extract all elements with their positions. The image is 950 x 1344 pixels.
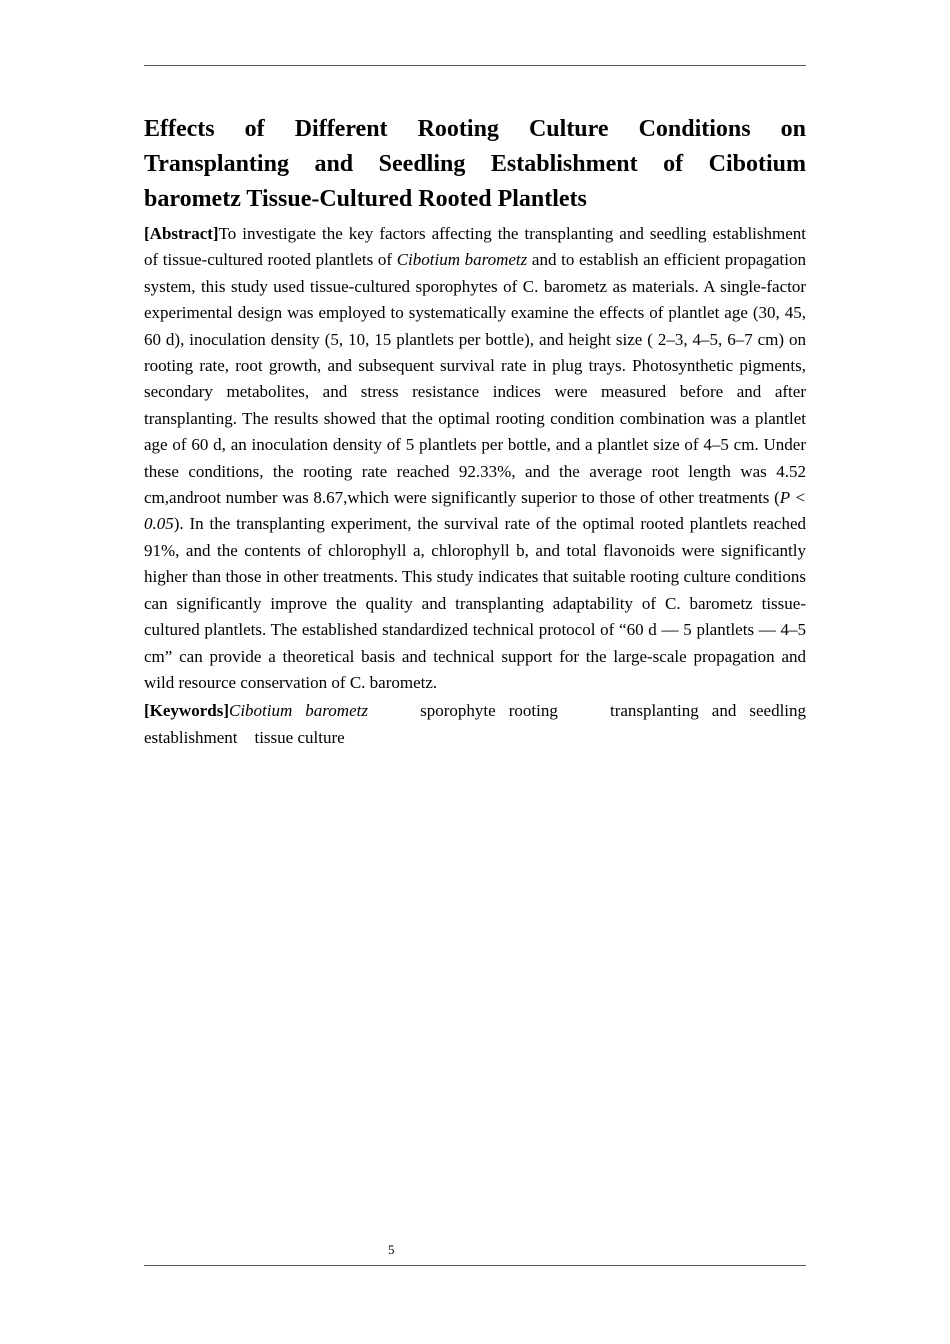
title-text-2: Tissue-Cultured Rooted Plantlets — [240, 186, 587, 212]
keyword-item: sporophyte rooting — [420, 701, 558, 721]
keywords-paragraph — [144, 698, 806, 751]
abstract-text-1: To investigate the key factors affecting the transplanting and seedling establishment of tissue-cultured rooted plantlets of — [144, 224, 806, 270]
paper-content — [144, 112, 806, 751]
keyword-item: Cibotium barometz — [228, 701, 368, 721]
abstract-label: [Abstract] — [144, 224, 219, 243]
paper-title — [144, 112, 806, 217]
abstract-text-3: ). In the transplanting experiment, the survival rate of the optimal rooted plantlets reached 91%, and the contents of chlorophyll a, chlorophyll b, and total flavonoids were significantly higher than those in other treatments. This study indicates that suitable rooting culture conditions can significantly improve the quality and transplanting adaptability of C. barometz tissue-cultured plantlets. The established standardized technical protocol of “60 d — 5 plantlets — 4–5 cm” can provide a theoretical basis and technical support for the large-scale propagation and wild resource conservation of C. barometz. — [144, 514, 806, 692]
keywords-label: [Keywords] — [144, 701, 229, 721]
header-rule — [144, 65, 806, 66]
page-number: 5 — [388, 1242, 395, 1257]
abstract-paragraph — [144, 221, 806, 696]
abstract-p-value: P < 0.05 — [144, 488, 806, 534]
keyword-item: transplanting and seedling establishment — [144, 701, 807, 747]
footer-rule — [144, 1265, 806, 1266]
keyword-item: tissue culture — [254, 727, 345, 747]
abstract-text-2: and to establish an efficient propagation system, this study used tissue-cultured sporophytes of C. barometz as materials. A single-factor experimental design was employed to systematically examine the effects of plantlet age (30, 45, 60 d), inoculation density (5, 10, 15 plantlets per bottle), and height size ( 2–3, 4–5, 6–7 cm) on rooting rate, root growth, and subsequent survival rate in plug trays. Photosynthetic pigments, secondary metabolites, and stress resistance indices were measured before and after transplanting. The results showed that the optimal rooting condition combination was a plantlet age of 60 d, an inoculation density of 5 plantlets per bottle, and a plantlet size of 4–5 cm. Under these conditions, the rooting rate reached 92.33%, and the average root length was 4.52 cm,androot number was 8.67,which were significantly superior to those of other treatments ( — [144, 250, 807, 508]
title-text-1: Effects of Different Rooting Culture Conditions on Transplanting and Seedling Establishment of — [144, 116, 806, 177]
abstract-species: Cibotium barometz — [396, 250, 528, 270]
title-species: Cibotium barometz — [144, 151, 806, 212]
